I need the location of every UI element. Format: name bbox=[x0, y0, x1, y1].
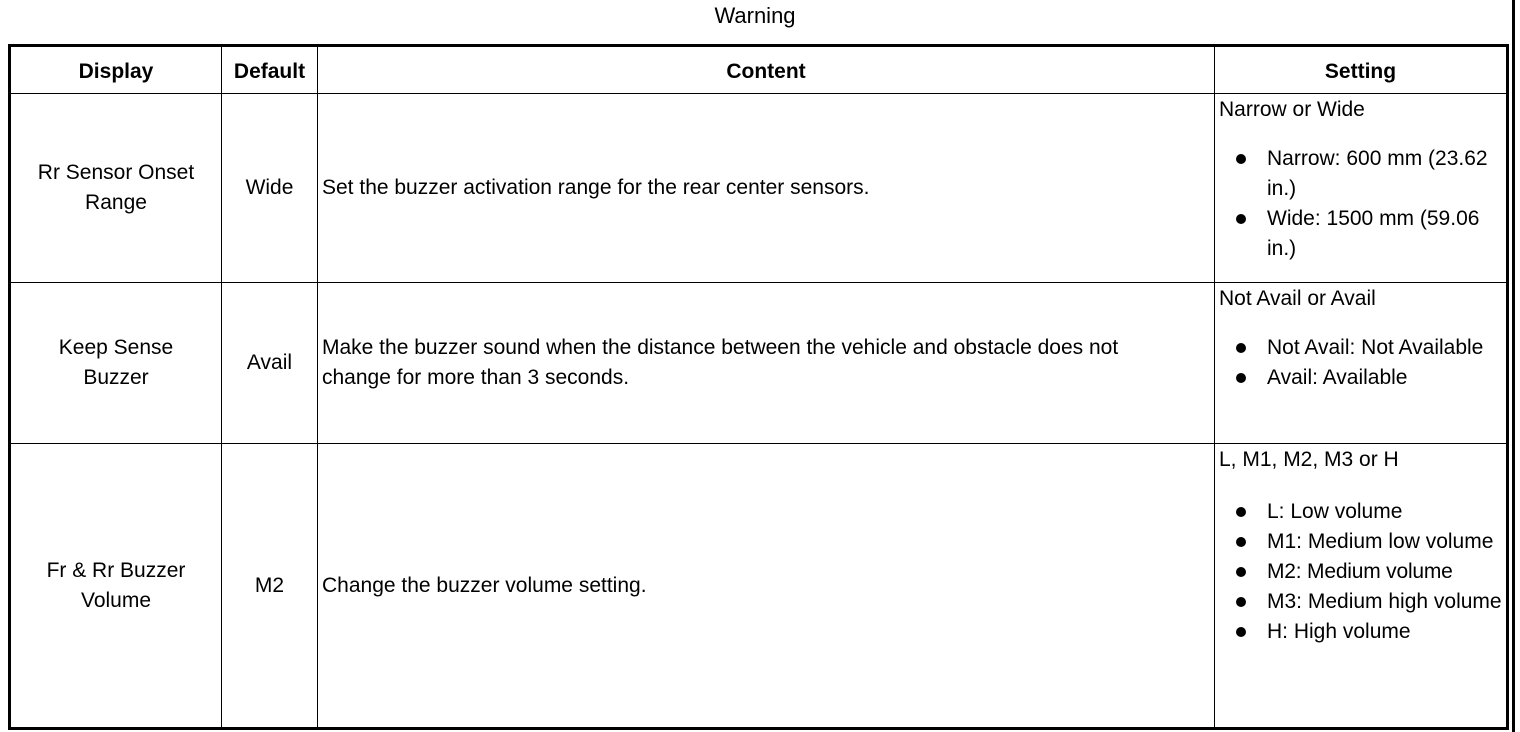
list-item bbox=[1219, 333, 1502, 363]
bullet-icon bbox=[1236, 373, 1246, 383]
bullet-icon bbox=[1236, 597, 1246, 607]
table-row bbox=[10, 444, 1508, 729]
settings-table bbox=[8, 44, 1509, 730]
list-item bbox=[1219, 204, 1502, 264]
display-cell: Fr & Rr Buzzer Volume bbox=[10, 444, 222, 729]
setting-cell bbox=[1215, 283, 1508, 444]
bullet-icon bbox=[1236, 154, 1246, 164]
setting-title: Narrow or Wide bbox=[1219, 98, 1365, 121]
bullet-icon bbox=[1236, 343, 1246, 353]
setting-cell bbox=[1215, 444, 1508, 729]
content-cell: Make the buzzer sound when the distance between the vehicle and obstacle does not change for more than 3 seconds. bbox=[318, 283, 1215, 444]
header-display: Display bbox=[10, 46, 222, 94]
option-text: Not Avail: Not Available bbox=[1267, 336, 1484, 359]
bullet-icon bbox=[1236, 627, 1246, 637]
default-cell: Avail bbox=[222, 283, 318, 444]
list-item bbox=[1219, 617, 1502, 647]
setting-title: Not Avail or Avail bbox=[1219, 287, 1376, 310]
list-item bbox=[1219, 144, 1502, 204]
bullet-icon bbox=[1236, 214, 1246, 224]
default-cell: M2 bbox=[222, 444, 318, 729]
option-text: H: High volume bbox=[1267, 620, 1411, 643]
bullet-icon bbox=[1236, 507, 1246, 517]
option-text: M2: Medium volume bbox=[1267, 560, 1453, 583]
list-item bbox=[1219, 587, 1502, 617]
option-text: M1: Medium low volume bbox=[1267, 530, 1494, 553]
option-text: L: Low volume bbox=[1267, 500, 1403, 523]
list-item bbox=[1219, 557, 1502, 587]
list-item bbox=[1219, 497, 1502, 527]
table-row bbox=[10, 94, 1508, 283]
bullet-icon bbox=[1236, 537, 1246, 547]
header-default: Default bbox=[222, 46, 318, 94]
setting-title: L, M1, M2, M3 or H bbox=[1219, 448, 1399, 471]
option-text: M3: Medium high volume bbox=[1267, 590, 1502, 613]
setting-options bbox=[1219, 497, 1502, 647]
option-text: Narrow: 600 mm (23.62 in.) bbox=[1267, 147, 1488, 200]
display-cell: Rr Sensor Onset Range bbox=[10, 94, 222, 283]
option-text: Wide: 1500 mm (59.06 in.) bbox=[1267, 207, 1480, 260]
list-item bbox=[1219, 363, 1502, 393]
setting-options bbox=[1219, 144, 1502, 264]
page-edge-rule bbox=[1512, 0, 1515, 732]
default-cell: Wide bbox=[222, 94, 318, 283]
table-caption: Warning bbox=[714, 3, 796, 28]
setting-cell bbox=[1215, 94, 1508, 283]
header-content: Content bbox=[318, 46, 1215, 94]
header-setting: Setting bbox=[1215, 46, 1508, 94]
setting-options bbox=[1219, 333, 1502, 393]
table-row bbox=[10, 283, 1508, 444]
bullet-icon bbox=[1236, 567, 1246, 577]
header-row bbox=[10, 46, 1508, 94]
content-cell: Change the buzzer volume setting. bbox=[318, 444, 1215, 729]
option-text: Avail: Available bbox=[1267, 366, 1408, 389]
display-cell: Keep Sense Buzzer bbox=[10, 283, 222, 444]
content-cell: Set the buzzer activation range for the rear center sensors. bbox=[318, 94, 1215, 283]
list-item bbox=[1219, 527, 1502, 557]
